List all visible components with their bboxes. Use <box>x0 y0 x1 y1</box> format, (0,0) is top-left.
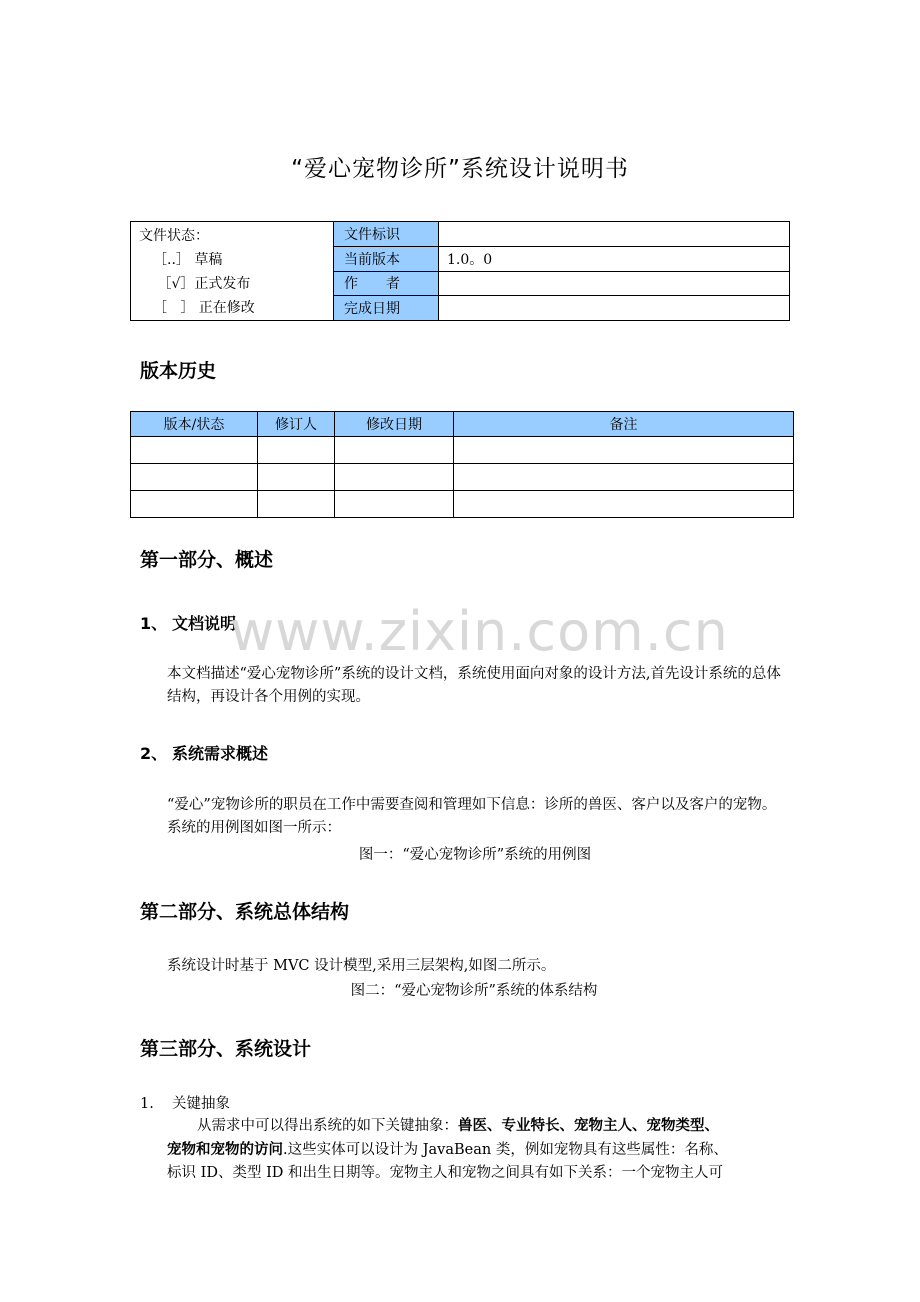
status-box <box>131 222 334 321</box>
status-row-label: 当前版本 <box>334 246 439 271</box>
section-2-heading <box>140 741 268 764</box>
text-run: 从需求中可以得出系统的如下关键抽象： <box>197 1118 458 1134</box>
bold-text-run: 宠物和宠物的访问 <box>167 1141 283 1158</box>
status-label: 文件状态： <box>139 228 209 244</box>
table-header: 修改日期 <box>335 412 454 437</box>
status-row-value <box>439 222 790 247</box>
part3-heading: 第三部分、系统设计 <box>140 1038 312 1060</box>
status-row-label: 完成日期 <box>334 296 439 321</box>
version-history-table <box>130 411 794 518</box>
list-item-key-abstractions <box>140 1092 230 1113</box>
document-status-table <box>130 221 790 321</box>
text-run: 标识 ID、类型 ID 和出生日期等。宠物主人和宠物之间具有如下关系：一个宠物主人可 <box>167 1165 724 1181</box>
section-title: 系统需求概述 <box>172 744 269 763</box>
status-option-editing: ［ ］ 正在修改 <box>153 300 255 316</box>
part2-heading: 第二部分、系统总体结构 <box>140 901 350 923</box>
part1-heading: 第一部分、概述 <box>140 549 274 571</box>
table-header: 备注 <box>454 412 794 437</box>
status-option-draft: ［..］ 草稿 <box>153 252 223 268</box>
table-row <box>131 464 794 491</box>
figure-1-caption: 图一：“爱心宠物诊所”系统的用例图 <box>358 847 592 863</box>
document-title: “爱心宠物诊所”系统设计说明书 <box>291 156 629 182</box>
section-2-paragraph: “爱心”宠物诊所的职员在工作中需要查阅和管理如下信息：诊所的兽医、客户以及客户的宠物。系统的用例图如图一所示： <box>167 797 777 836</box>
status-row-label: 作 者 <box>334 271 439 296</box>
bold-text-run: 兽医、专业特长、宠物主人、宠物类型、 <box>458 1117 719 1134</box>
table-header: 修订人 <box>258 412 335 437</box>
figure-2-caption: 图二：“爱心宠物诊所”系统的体系结构 <box>350 983 598 999</box>
part2-paragraph: 系统设计时基于 MVC 设计模型,采用三层架构,如图二所示。 <box>167 958 556 974</box>
table-row <box>131 491 794 518</box>
status-row-value <box>439 271 790 296</box>
section-number: 2、 <box>140 744 168 763</box>
section-title: 文档说明 <box>172 614 237 633</box>
status-row-value <box>439 296 790 321</box>
status-row-value: 1.0。0 <box>439 246 790 271</box>
status-option-released: ［√］正式发布 <box>153 276 251 292</box>
status-row-label: 文件标识 <box>334 222 439 247</box>
watermark: www.zixin.com.cn <box>230 600 729 663</box>
text-run: .这些实体可以设计为 JavaBean 类，例如宠物具有这些属性：名称、 <box>283 1142 728 1158</box>
list-number: 1. <box>140 1096 154 1112</box>
table-header: 版本/状态 <box>131 412 258 437</box>
section-number: 1、 <box>140 614 168 633</box>
section-1-heading <box>140 611 236 634</box>
part3-paragraph <box>167 1114 787 1185</box>
version-history-heading: 版本历史 <box>140 360 217 382</box>
section-1-paragraph: 本文档描述“爱心宠物诊所”系统的设计文档，系统使用面向对象的设计方法,首先设计系统的总体结构，再设计各个用例的实现。 <box>167 666 781 705</box>
list-title: 关键抽象 <box>172 1096 230 1112</box>
table-row <box>131 437 794 464</box>
